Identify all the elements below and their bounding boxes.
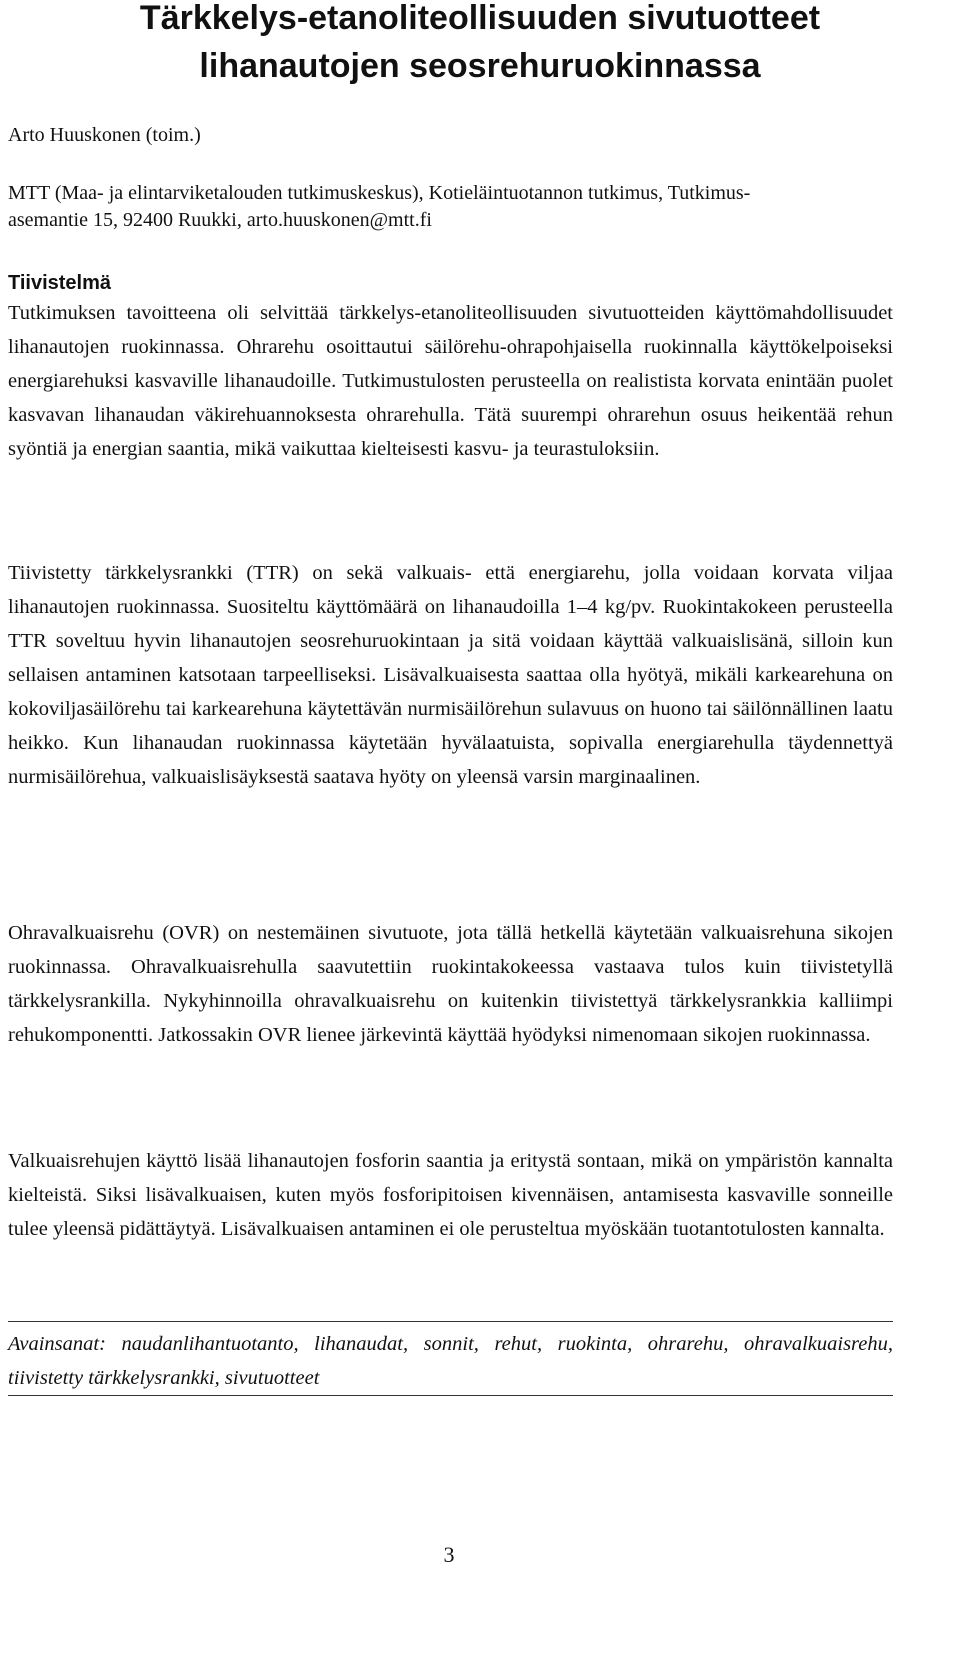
- abstract-paragraph-2: Tiivistetty tärkkelysrankki (TTR) on sekä valkuais- että energiarehu, jolla voidaan korvata viljaa lihanautojen ruokinnassa. Suositeltu käyttömäärä on lihanaudoilla 1–4 kg/pv. Ruokintakokeen perusteella TTR soveltuu hyvin lihanautojen seosrehuruokintaan ja sitä voidaan käyttää valkuaislisänä, silloin kun sellaisen antaminen katsotaan tarpeelliseksi. Lisävalkuaisesta saattaa olla hyötyä, mikäli karkearehuna on kokoviljasäilörehu tai karkearehuna käytettävän nurmisäilörehun sulavuus on huono tai säilönnällinen laatu heikko. Kun lihanaudan ruokinnassa käytetään hyvälaatuista, sopivalla energiarehulla täydennettyä nurmisäilörehua, valkuaislisäyksestä saatava hyöty on yleensä varsin marginaalinen.: [8, 562, 893, 788]
- affiliation: [8, 180, 888, 234]
- keywords-top-rule: [8, 1321, 893, 1322]
- abstract-paragraph-3: Ohravalkuaisrehu (OVR) on nestemäinen sivutuote, jota tällä hetkellä käytetään valkuaisrehuna sikojen ruokinnassa. Ohravalkuaisrehulla saavutettiin ruokintakokeessa vastaava tulos kuin tiivistetyllä tärkkelysrankilla. Nykyhinnoilla ohravalkuaisrehu on kuitenkin tiivistettyä tärkkelysrankkia kalliimpi rehukomponentti. Jatkossakin OVR lienee järkevintä käyttää hyödyksi nimenomaan sikojen ruokinnassa.: [8, 922, 893, 1046]
- paper-title: [0, 0, 960, 90]
- keywords: Avainsanat: naudanlihantuotanto, lihanaudat, sonnit, rehut, ruokinta, ohrarehu, ohravalkuaisrehu, tiivistetty tärkkelysrankki, sivutuotteet: [8, 1333, 893, 1389]
- page-number: 3: [443, 1542, 455, 1567]
- paper-title-line-1: Tärkkelys-etanoliteollisuuden sivutuotteet: [139, 0, 821, 37]
- abstract-paragraph-4: Valkuaisrehujen käyttö lisää lihanautojen fosforin saantia ja eritystä sontaan, mikä on ympäristön kannalta kielteistä. Siksi lisävalkuaisen, kuten myös fosforipitoisen kivennäisen, antamisesta kasvaville sonneille tulee yleensä pidättäytyä. Lisävalkuaisen antaminen ei ole perusteltua myöskään tuotantotulosten kannalta.: [8, 1150, 893, 1240]
- paper-title-line-2: lihanautojen seosrehuruokinnassa: [199, 47, 761, 85]
- editor-name: Arto Huuskonen (toim.): [8, 124, 201, 146]
- affiliation-line-2: asemantie 15, 92400 Ruukki, arto.huuskonen@mtt.fi: [8, 209, 432, 231]
- keywords-bottom-rule: [8, 1395, 893, 1396]
- abstract-heading: Tiivistelmä: [8, 272, 112, 294]
- abstract-paragraph-1: Tutkimuksen tavoitteena oli selvittää tärkkelys-etanoliteollisuuden sivutuotteiden käyttömahdollisuudet lihanautojen ruokinnassa. Ohrarehu osoittautui säilörehu-ohrapohjaisella ruokinnalla käyttökelpoiseksi energiarehuksi kasvaville lihanaudoille. Tutkimustulosten perusteella on realistista korvata enintään puolet kasvavan lihanaudan väkirehuannoksesta ohrarehulla. Tätä suurempi ohrarehun osuus heikentää rehun syöntiä ja energian saantia, mikä vaikuttaa kielteisesti kasvu- ja teurastuloksiin.: [8, 302, 893, 460]
- affiliation-line-1: MTT (Maa- ja elintarviketalouden tutkimuskeskus), Kotieläintuotannon tutkimus, Tutkimus-: [8, 182, 751, 204]
